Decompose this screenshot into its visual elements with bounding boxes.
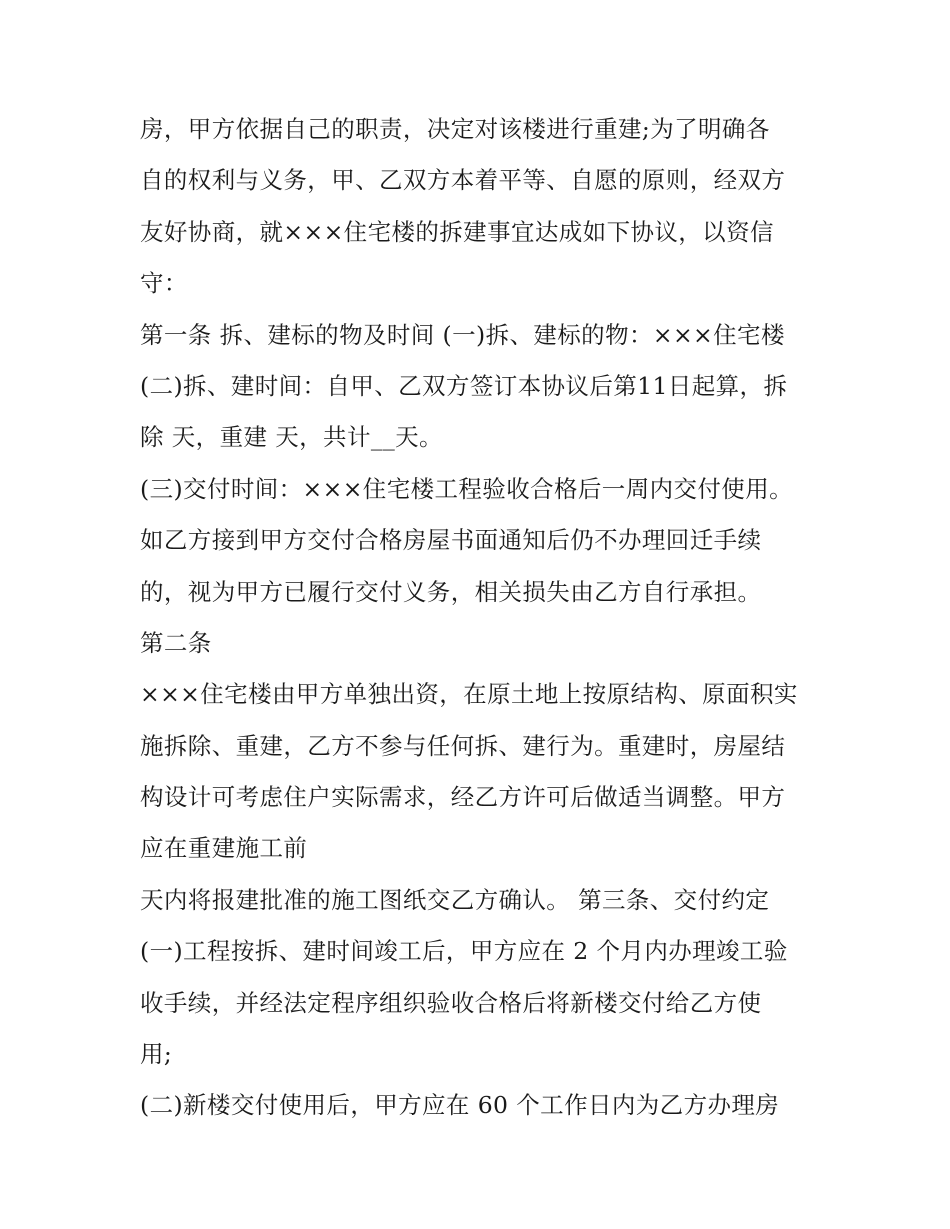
text-line: (二)新楼交付使用后，甲方应在 60 个工作日内为乙方办理房 <box>140 1091 780 1120</box>
text-line: 构设计可考虑住户实际需求，经乙方许可后做适当调整。甲方 <box>140 783 786 812</box>
text-line: 第二条 <box>140 628 212 657</box>
document-body <box>140 104 830 1132</box>
text-line: (一)工程按拆、建时间竣工后，甲方应在 2 个月内办理竣工验 <box>140 937 788 966</box>
text-line: 除 天，重建 天，共计__天。 <box>140 423 443 452</box>
text-line: (三)交付时间：×××住宅楼工程验收合格后一周内交付使用。 <box>140 474 794 503</box>
text-line: 自的权利与义务，甲、乙双方本着平等、自愿的原则，经双方 <box>140 166 786 195</box>
text-line: 第一条 拆、建标的物及时间 (一)拆、建标的物：×××住宅楼 <box>140 320 785 349</box>
text-line: 用; <box>140 1040 173 1069</box>
text-line: 友好协商，就×××住宅楼的拆建事宜达成如下协议，以资信 <box>140 217 774 246</box>
text-line: 天内将报建批准的施工图纸交乙方确认。 第三条、交付约定 <box>140 885 770 914</box>
text-line: (二)拆、建时间：自甲、乙双方签订本协议后第11日起算，拆 <box>140 371 788 400</box>
text-line: 房，甲方依据自己的职责，决定对该楼进行重建;为了明确各 <box>140 115 770 143</box>
text-line: 的，视为甲方已履行交付义务，相关损失由乙方自行承担。 <box>140 577 762 606</box>
text-line: 如乙方接到甲方交付合格房屋书面通知后仍不办理回迁手续 <box>140 526 762 555</box>
text-line: 守： <box>140 269 188 298</box>
text-line: 收手续，并经法定程序组织验收合格后将新楼交付给乙方使 <box>140 988 762 1017</box>
text-line: ×××住宅楼由甲方单独出资，在原土地上按原结构、原面积实 <box>140 680 798 709</box>
text-line: 施拆除、重建，乙方不参与任何拆、建行为。重建时，房屋结 <box>140 731 786 760</box>
text-line: 应在重建施工前 <box>140 834 308 863</box>
